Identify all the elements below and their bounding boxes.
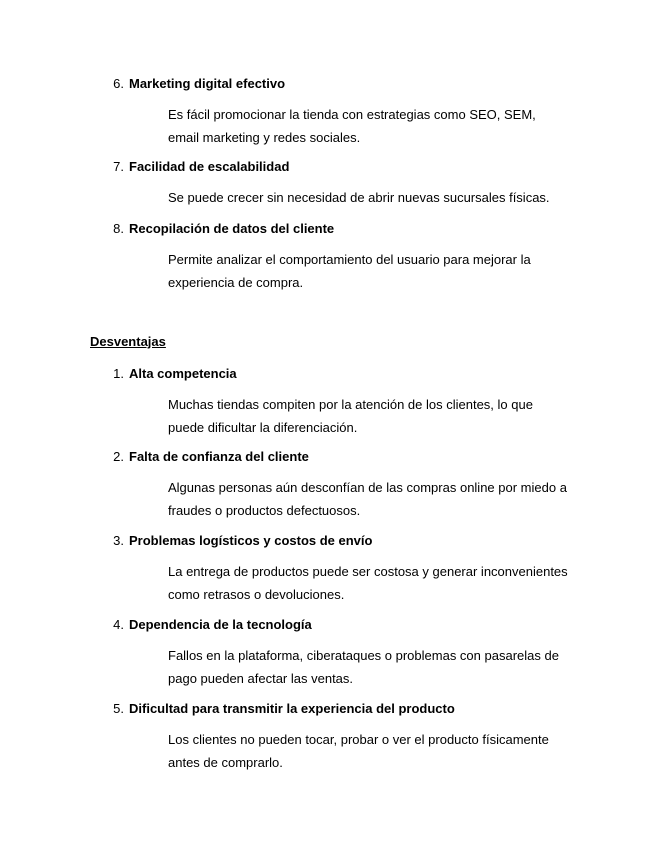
item-title: Falta de confianza del cliente [129, 449, 309, 464]
item-description [168, 186, 568, 209]
item-number: 4. [113, 617, 124, 632]
description-line: Se puede crecer sin necesidad de abrir nuevas sucursales físicas. [168, 190, 550, 205]
item-description [168, 476, 568, 522]
item-title: Alta competencia [129, 366, 237, 381]
item-title: Dependencia de la tecnología [129, 617, 312, 632]
item-number: 2. [113, 449, 124, 464]
description-line: pago pueden afectar las ventas. [168, 671, 354, 686]
description-line: La entrega de productos puede ser costosa y generar inconvenientes [168, 564, 568, 579]
item-number: 8. [113, 221, 124, 236]
item-title: Facilidad de escalabilidad [129, 159, 290, 174]
item-number: 7. [113, 159, 124, 174]
section-title-desventajas: Desventajas [90, 334, 166, 349]
item-number: 3. [113, 533, 124, 548]
item-title: Marketing digital efectivo [129, 76, 286, 91]
description-line: Fallos en la plataforma, ciberataques o problemas con pasarelas de [168, 648, 559, 663]
item-description [168, 103, 568, 149]
item-description [168, 644, 568, 690]
item-description [168, 393, 568, 439]
description-line: fraudes o productos defectuosos. [168, 503, 361, 518]
description-line: como retrasos o devoluciones. [168, 587, 345, 602]
description-line: puede dificultar la diferenciación. [168, 420, 358, 435]
description-line: Muchas tiendas compiten por la atención de los clientes, lo que [168, 397, 533, 412]
item-number: 5. [113, 701, 124, 716]
description-line: email marketing y redes sociales. [168, 130, 361, 145]
item-number: 6. [113, 76, 124, 91]
description-line: Es fácil promocionar la tienda con estrategias como SEO, SEM, [168, 107, 536, 122]
description-line: Los clientes no pueden tocar, probar o ver el producto físicamente [168, 732, 549, 747]
item-title: Recopilación de datos del cliente [129, 221, 335, 236]
item-title: Dificultad para transmitir la experiencia del producto [129, 701, 455, 716]
item-number: 1. [113, 366, 124, 381]
item-description [168, 728, 568, 774]
item-description [168, 248, 568, 294]
item-description [168, 560, 568, 606]
description-line: experiencia de compra. [168, 275, 304, 290]
description-line: Algunas personas aún desconfían de las compras online por miedo a [168, 480, 567, 495]
description-line: Permite analizar el comportamiento del usuario para mejorar la [168, 252, 531, 267]
item-title: Problemas logísticos y costos de envío [129, 533, 373, 548]
description-line: antes de comprarlo. [168, 755, 283, 770]
